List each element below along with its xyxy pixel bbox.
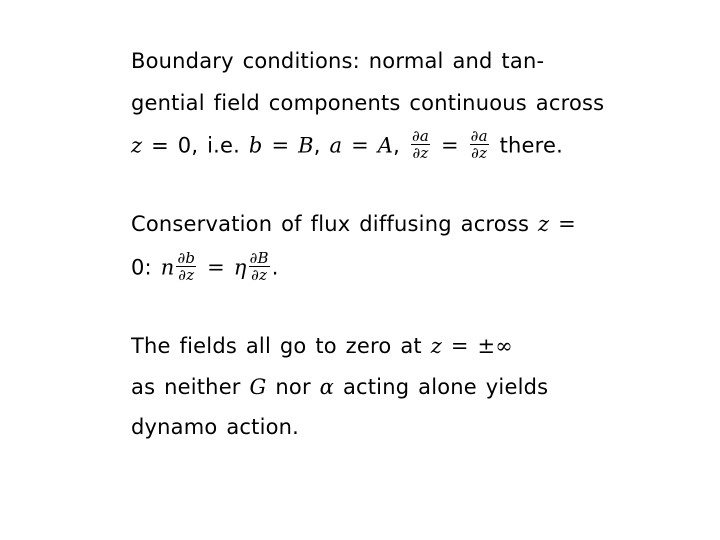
equals-sign: =	[262, 133, 299, 158]
var-B: B	[298, 133, 314, 158]
fraction-da-dz	[411, 128, 430, 161]
var-b: b	[248, 133, 263, 158]
partial-symbol: ∂	[178, 266, 187, 284]
denominator-var: z	[186, 266, 195, 284]
period: .	[271, 255, 279, 280]
equals-sign: =	[432, 133, 468, 158]
partial-symbol: ∂	[251, 266, 260, 284]
partial-symbol: ∂	[412, 144, 421, 162]
comma: ,	[393, 133, 409, 158]
equals-sign: =	[342, 133, 378, 158]
partial-symbol: ∂	[411, 127, 420, 145]
var-alpha: α	[319, 375, 335, 399]
boundary-conditions-line-3	[131, 127, 564, 163]
numerator-var: b	[185, 249, 196, 267]
var-z: z	[430, 334, 442, 358]
denominator-var: z	[479, 144, 488, 162]
var-a: a	[329, 133, 343, 158]
zero-label: 0:	[131, 255, 161, 280]
equals-sign: =	[549, 212, 576, 236]
eq-zero-ie: = 0, i.e.	[142, 133, 249, 158]
comma: ,	[313, 133, 330, 158]
text: gential field components continuous across	[131, 91, 605, 115]
text: nor	[266, 375, 320, 399]
text: as neither	[131, 375, 250, 399]
partial-symbol: ∂	[249, 249, 258, 267]
denominator-var: z	[259, 266, 268, 284]
text: The fields all go to zero at	[131, 334, 431, 358]
numerator-var: a	[478, 127, 488, 145]
denominator-var: z	[420, 144, 429, 162]
var-G: G	[249, 375, 267, 399]
plus-minus-infinity: ±∞	[477, 334, 514, 358]
there-text: there.	[490, 133, 564, 158]
boundary-conditions-line-2	[131, 89, 604, 117]
fraction-da-dz	[470, 128, 489, 161]
dynamo-line-1	[131, 332, 513, 360]
equals-sign: =	[198, 255, 234, 280]
text: acting alone yields	[334, 375, 549, 399]
partial-symbol: ∂	[470, 127, 479, 145]
flux-conservation-line-1	[131, 210, 576, 238]
numerator-var: a	[419, 127, 430, 145]
var-z: z	[538, 212, 550, 236]
dynamo-line-3	[131, 413, 299, 441]
fraction-dB-dz	[249, 250, 270, 283]
boundary-conditions-line-1	[131, 47, 544, 75]
flux-conservation-line-2	[131, 249, 279, 285]
partial-symbol: ∂	[177, 249, 186, 267]
var-n: n	[160, 255, 175, 280]
equals-sign: =	[441, 334, 478, 358]
text: Boundary conditions: normal and tan-	[131, 49, 545, 73]
numerator-var: B	[257, 249, 269, 267]
fraction-db-dz	[176, 250, 196, 283]
var-z: z	[131, 133, 143, 158]
var-A: A	[377, 133, 394, 158]
dynamo-line-2	[131, 373, 548, 401]
text: dynamo action.	[131, 415, 300, 439]
partial-symbol: ∂	[471, 144, 480, 162]
text: Conservation of flux diffusing across	[131, 212, 539, 236]
var-eta: η	[233, 255, 247, 280]
